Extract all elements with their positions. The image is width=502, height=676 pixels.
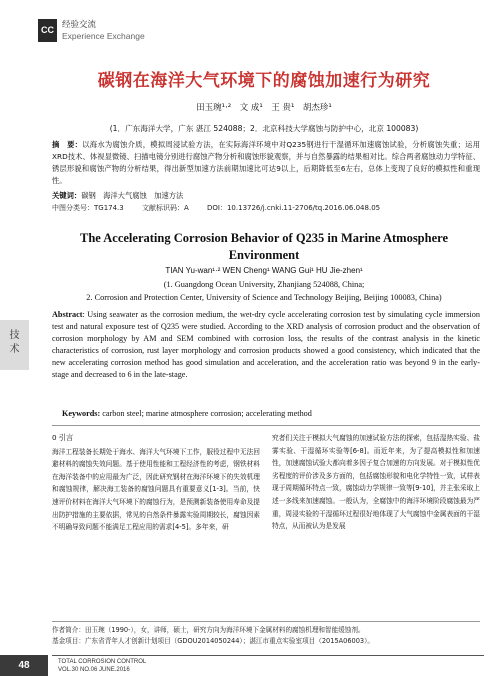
article-metadata: [52, 203, 480, 213]
footer-rule: [52, 655, 484, 656]
section-divider: [52, 425, 480, 426]
body-column-left: [52, 432, 260, 534]
authors-en: TIAN Yu-wan¹·² WEN Cheng¹ WANG Gui¹ HU Jie-zhen¹: [165, 266, 363, 275]
author-bio: 作者简介：田玉琬（1990-），女，讲师，硕士，研究方向为海洋环境下金属材料的腐蚀机理和智能缓蚀剂。: [52, 626, 365, 634]
keywords-en: [62, 409, 482, 418]
column-name-cn: 经验交流: [62, 20, 97, 30]
body-text-right: 究者们关注于模拟大气腐蚀的加速试验方法的探索，包括湿热实验、盐雾实验、干湿循环实验等[6-8]。而近年来，为了提高模拟性和加速性，加速腐蚀试验大都向着多因子复合加速的方向发展。对于模拟性优劣程度的评价涉及多方面的，包括腐蚀形貌和电化学特性一致，试样表现于周期循环特点一致，腐蚀动力学规律一致等[9-10]，并主张采取上述一多线来加速腐蚀。一般认为，全腐蚀中的海洋环境阶段腐蚀最为严重，周浸实验的干湿循环过程很好地体现了大气腐蚀中金属表面的干湿特点，从而被认为是发展: [272, 434, 480, 531]
doi: DOI：10.13726/j.cnki.11-2706/tq.2016.06.048.05: [207, 204, 381, 212]
footnote-divider: [52, 621, 480, 622]
journal-header: [0, 0, 502, 46]
body-column-right: [272, 432, 480, 533]
keywords-cn: [52, 191, 183, 201]
journal-name: TOTAL CORROSION CONTROL: [58, 659, 147, 665]
journal-logo: CC: [38, 19, 57, 42]
funding-info: 基金项目：广东省青年人才创新计划项目（GDOU2014050244）；湛江市重点实验室项目（2015A06003）。: [52, 637, 375, 645]
abstract-cn-text: 以海水为腐蚀介质，模拟周浸试验方法，在实际海洋环境中对Q235钢进行干湿循环加速腐蚀试验，分析腐蚀失重；运用XRD技术、体视显微镜、扫描电镜分别进行腐蚀产物分析和腐蚀形貌观察，并与自然暴露的结果相对比。综合两者腐蚀动力学特征、锈层形貌和腐蚀产物的分析结果，得出新型加速方法前期加速比可达9以上，后期降低至6左右，总体上变现了良好的模拟性和重现性。: [52, 140, 480, 185]
side-tab-char-1: 技: [9, 330, 20, 341]
side-tab-char-2: 术: [9, 344, 20, 355]
keywords-cn-label: 关键词：: [52, 191, 82, 200]
abstract-en-text: Using seawater as the corrosion medium, the wet-dry cycle accelerating corrosion test by simulating cycle immersion test and natural exposure test of Q235 were studied. According to the XRD analysis of corrosion product and the observation of corrosion morphology by AM and SEM combined with corrosion loss, the results of the contrast analysis in the kinetic characteristics of corrosion, rust layer morphology and corrosion products showed a good consistency, which indicated that the new accelerating corrosion method has good simulation and acceleration, and the acceleration ratio was beyond 9 in the early-stage and decreased to 6 in the late-stage.: [52, 310, 480, 380]
affiliation-en-2: 2. Corrosion and Protection Center, University of Science and Technology Beijing, Beijing 100083, China): [86, 293, 442, 302]
authors-cn: 田玉琬¹·² 文 成¹ 王 贵¹ 胡杰珍¹: [196, 103, 332, 113]
section-heading: 0 引言: [52, 433, 74, 442]
page-number: 48: [0, 655, 48, 676]
section-side-tab: [0, 320, 29, 370]
affiliation-cn: (1．广东海洋大学，广东 湛江 524088；2．北京科技大学腐蚀与防护中心，北京 100083): [109, 124, 419, 133]
abstract-en-label: Abstract: [52, 310, 83, 319]
article-title-cn: 碳钢在海洋大气环境下的腐蚀加速行为研究: [97, 71, 431, 91]
keywords-cn-text: 碳钢 海洋大气腐蚀 加速方法: [81, 191, 184, 200]
document-code: 文献标识码：A: [141, 204, 189, 212]
clc-number: 中图分类号：TG174.3: [52, 204, 124, 212]
footnote: [52, 625, 482, 647]
keywords-en-text: carbon steel; marine atmosphere corrosion; accelerating method: [102, 409, 312, 418]
column-name-en: Experience Exchange: [62, 31, 145, 41]
affiliation-en-1: (1. Guangdong Ocean University, Zhanjiang 524088, China;: [163, 280, 365, 289]
abstract-en: Abstract: Using seawater as the corrosion medium, the wet-dry cycle accelerating corrosion test by simulating cycle immersion test and natural exposure test of Q235 were studied. According to the XRD analysis of corrosion product and the observation of corrosion morphology by AM and SEM combined with corrosion loss, the results of the contrast analysis in the kinetic characteristics of corrosion, rust layer morphology and corrosion products showed a good consistency, which indicated that the new accelerating corrosion method has good simulation and acceleration, and the acceleration ratio was beyond 9 in the early-stage and decreased to 6 in the late-stage.: [52, 310, 480, 380]
journal-volume: VOL.30 NO.06 JUNE.2016: [58, 667, 130, 673]
abstract-cn-label: 摘 要：: [52, 140, 83, 149]
keywords-en-label: Keywords:: [62, 409, 101, 418]
body-text-left: 海洋工程装备长期处于海水、海洋大气环境下工作，服役过程中无法回避材料的腐蚀失效问题。基于使用性能和工程经济性的考虑，钢铁材料在海洋装备中的应用最为广泛，因此研究钢材在海洋环境下的失效机理和腐蚀规律，解决海工装备的腐蚀问题具有重要意义[1-3]。当前，快速评价材料在海洋大气环境下的腐蚀行为，是预测新装备使用寿命及提出防护措施的主要依据，常见的自然条件暴露实验周期较长，腐蚀因素不明确导致问题不能满足工程应用的需求[4-5]。多年来，研: [52, 447, 260, 532]
abstract-cn: [52, 139, 480, 187]
article-title-en: The Accelerating Corrosion Behavior of Q235 in Marine Atmosphere Environment: [79, 231, 449, 262]
